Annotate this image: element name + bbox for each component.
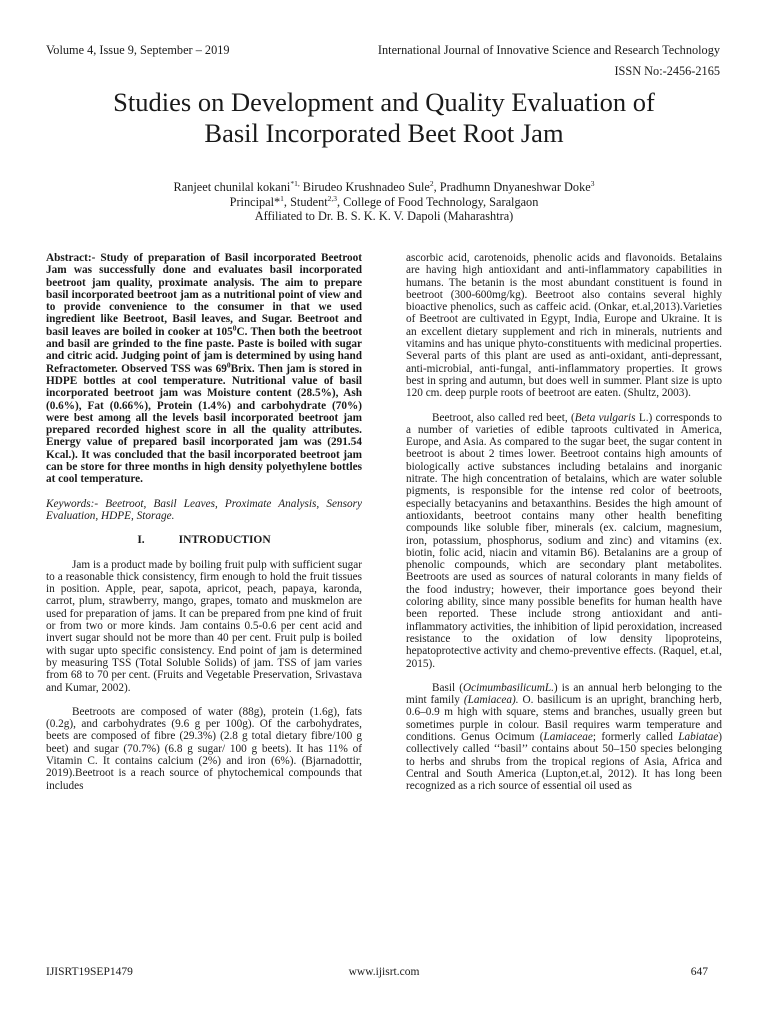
author-roles <box>40 195 728 210</box>
role-2-sup: 2,3 <box>327 193 338 203</box>
p3-text-b: ) is an annual herb belonging to the mint family <box>406 681 722 707</box>
paper-title <box>40 87 728 149</box>
journal-url[interactable]: www.ijisrt.com <box>348 966 420 978</box>
intro-paragraph-2: Beetroots are composed of water (88g), protein (1.6g), fats (0.2g), and carbohydrates (9.6 g per 100g). Of the carbohydrates, beets are composed of fibre (29.3%) (2.8 g total dietary fibre/100 g beet) and sugar (70.7%) (6.8 g sugar/ 100 g beets). It has 11% of Vitamin C. It contains calcium (2%) and iron (6%). (Bjarnadottir, 2019).Beetroot is a reach source of phytochemical compounds that includes <box>46 705 362 792</box>
author-names <box>40 180 728 195</box>
p3-text-a: Basil ( <box>432 681 463 694</box>
role-3: , College of Food Technology, Saralgaon <box>337 194 539 209</box>
author-1: Ranjeet chunilal kokani <box>173 180 291 194</box>
abstract-part-1: Abstract:- Study of preparation of Basil incorporated Beetroot Jam was successfully done and evaluates basil incorporated beetroot jam quality, proximate analysis. The aim to prepare basil incorporated beetroot jam as a nutritional point of view and to provide convenience to the consumer in that we used ingredient like Beetroot, Basil leaves, and Sugar. Beetroot and basil leaves are boiled in cooker at 105 <box>46 252 362 338</box>
right-paragraph-2 <box>406 412 722 670</box>
right-paragraph-3 <box>406 682 722 793</box>
role-2: , Student <box>283 194 328 209</box>
abstract-sup-1: 0 <box>232 323 237 333</box>
p3-text-c: O. basilicum is an upright, branching herb, 0.6–0.9 m high with square, stems and branches, usually green but sometimes purple in colour. Basil requires warm temperature and conditions. Genus Ocimum ( <box>406 694 722 743</box>
author-2: Birudeo Krushnadeo Sule <box>299 180 430 194</box>
volume-issue: Volume 4, Issue 9, September – 2019 <box>46 43 230 57</box>
abstract-part-2: C. Then both the beetroot and basil are grinded to the fine paste. Paste is boiled with sugar and citric acid. Judging point of jam is determined by using hand Refractometer. Observed TSS was 69 <box>46 325 362 375</box>
intro-paragraph-1: Jam is a product made by boiling fruit pulp with sufficient sugar to a reasonable thick consistency, firm enough to hold the fruit tissues in position. Apple, pear, sapota, apricot, peach, papaya, karonda, carrot, plum, strawberry, mango, grapes, tomato and muskmelon are used for preparation of jams. It can be prepared from pne kind of fruit or from two or more kinds. Jam contains 0.5-0.6 per cent acid and invert sugar should not be more than 40 per cent. Fruit pulp is boiled with sugar upto specific consistency. End point of jam is determined by measuring TSS (Total Soluble Solids) of jam. TSS of jam varies from 68 to 70 per cent. (Fruits and Vegetable Preservation, Srivastava and Kumar, 2002). <box>46 558 362 694</box>
paper-id: IJISRT19SEP1479 <box>46 966 133 978</box>
left-column <box>46 252 362 792</box>
p2-text-a: Beetroot, also called red beet, ( <box>432 411 575 424</box>
page-number: 647 <box>690 966 708 978</box>
p2-italic: Beta vulgaris <box>574 411 636 424</box>
title-line-1: Studies on Development and Quality Evaluation of <box>113 87 655 117</box>
p3-italic-1: OcimumbasilicumL. <box>462 681 554 694</box>
keywords: Keywords:- Beetroot, Basil Leaves, Proximate Analysis, Sensory Evaluation, HDPE, Storage. <box>46 497 362 522</box>
section-label: INTRODUCTION <box>178 534 271 547</box>
abstract-part-3: Brix. Then jam is stored in HDPE bottles at cool temperature. Nutritional value of basil incorporated beetroot jam was Moisture content (28.5%), Ash (0.6%), Fat (0.66%), Protein (1.4%) and carbohydrate (70%) were best among all the levels basil incorporated beetroot jam prepared recorded highest score in all the quality attributes. Energy value of prepared basil incorporated jam was (291.54 Kcal.). It was concluded that the basil incorporated beetroot jam can be store for three months in high density polyethylene bottles at cool temperature. <box>46 362 362 486</box>
author-1-sup: *1, <box>290 178 300 188</box>
right-paragraph-1: ascorbic acid, carotenoids, phenolic acids and flavonoids. Betalains are having high antioxidant and anti-inflammatory capabilities in humans. The betanin is the most abundant constituent is found in beetroot (300-600mg/kg). Beetroot also contains several highly bioactive phenolics, such as caffeic acid. (Onkar, et.al,2013).Varieties of Beetroot are cultivated in Egypt, India, Europe and Ukraine. It is an excellent dietary supplement and rich in minerals, nutrients and vitamins and has unique phyto-constituents with medicinal properties. Several parts of this plant are used as anti-oxidant, anti-depressant, anti-microbial, anti-fungal, anti-inflammatory properties. It grows best in spring and autumn, but does well in summer. Plant size is upto 120 cm. deep purple roots of beetroot are eaten. (Shultz, 2003). <box>406 252 722 400</box>
author-2-sup: 2 <box>429 178 434 188</box>
role-1-sup: 1 <box>280 193 284 203</box>
p3-italic-2: (Lamiacea). <box>463 694 519 707</box>
abstract <box>46 252 362 486</box>
section-number: I. <box>137 534 145 547</box>
role-1: Principal* <box>229 194 281 209</box>
right-column <box>406 252 722 792</box>
issn: ISSN No:-2456-2165 <box>614 64 720 78</box>
abstract-sup-2: 0 <box>226 359 231 369</box>
p3-italic-3: Lamiaceae <box>543 730 593 743</box>
author-3-sup: 3 <box>590 178 595 188</box>
p3-italic-4: Labiatae <box>678 730 719 743</box>
title-line-2: Basil Incorporated Beet Root Jam <box>204 118 564 148</box>
journal-name: International Journal of Innovative Science and Research Technology <box>377 43 720 57</box>
p3-text-d: ; formerly called <box>592 730 679 743</box>
section-heading <box>46 534 362 546</box>
affiliation: Affiliated to Dr. B. S. K. K. V. Dapoli (Maharashtra) <box>254 209 514 223</box>
author-3: , Pradhumn Dnyaneshwar Doke <box>433 180 591 194</box>
p3-text-e: ) collectively called ‘‘basil’’ contains about 50–150 species belonging to herbs and shrubs from the tropical regions of Asia, Africa and Central and South America (Lupton,et.al, 2012). It has long been recognized as a rich source of essential oil used as <box>406 730 722 793</box>
author-block <box>40 180 728 224</box>
p2-text-b: L.) corresponds to a number of varieties of edible taproots cultivated in America, Europe, and Asia. As compared to the sugar beet, the sugar content in beetroot is about 2 times lower. Beetroot contains high amounts of biologically active substances including betalains and inorganic nitrate. The high concentration of betalains, which are water soluble pigments, is responsible for the intense red color of beetroots, especially betacyanins and betaxanthins. Besides the high amount of antioxidants, beetroot contains many other health benefiting compounds like soluble fiber, minerals (ex. calcium, magnesium, iron, potassium, phosphorus, sodium and zinc) and vitamins (ex. biotin, folic acid, niacin and vitamin B6). Betalanins are a group of phenolic compounds, which are secondary plant metabolites. Beetroots are used as sources of natural colorants in many fields of the food industry; however, their importance goes beyond their coloring ability, since many possible benefits for human health have been reported. These include strong antioxidant and anti-inflammatory activities, the inhibition of lipid peroxidation, increased resistance to the oxidation of low density lipoproteins, hepatoprotective activity and chemo-preventive effects. (Raquel, et.al, 2015). <box>406 411 722 670</box>
